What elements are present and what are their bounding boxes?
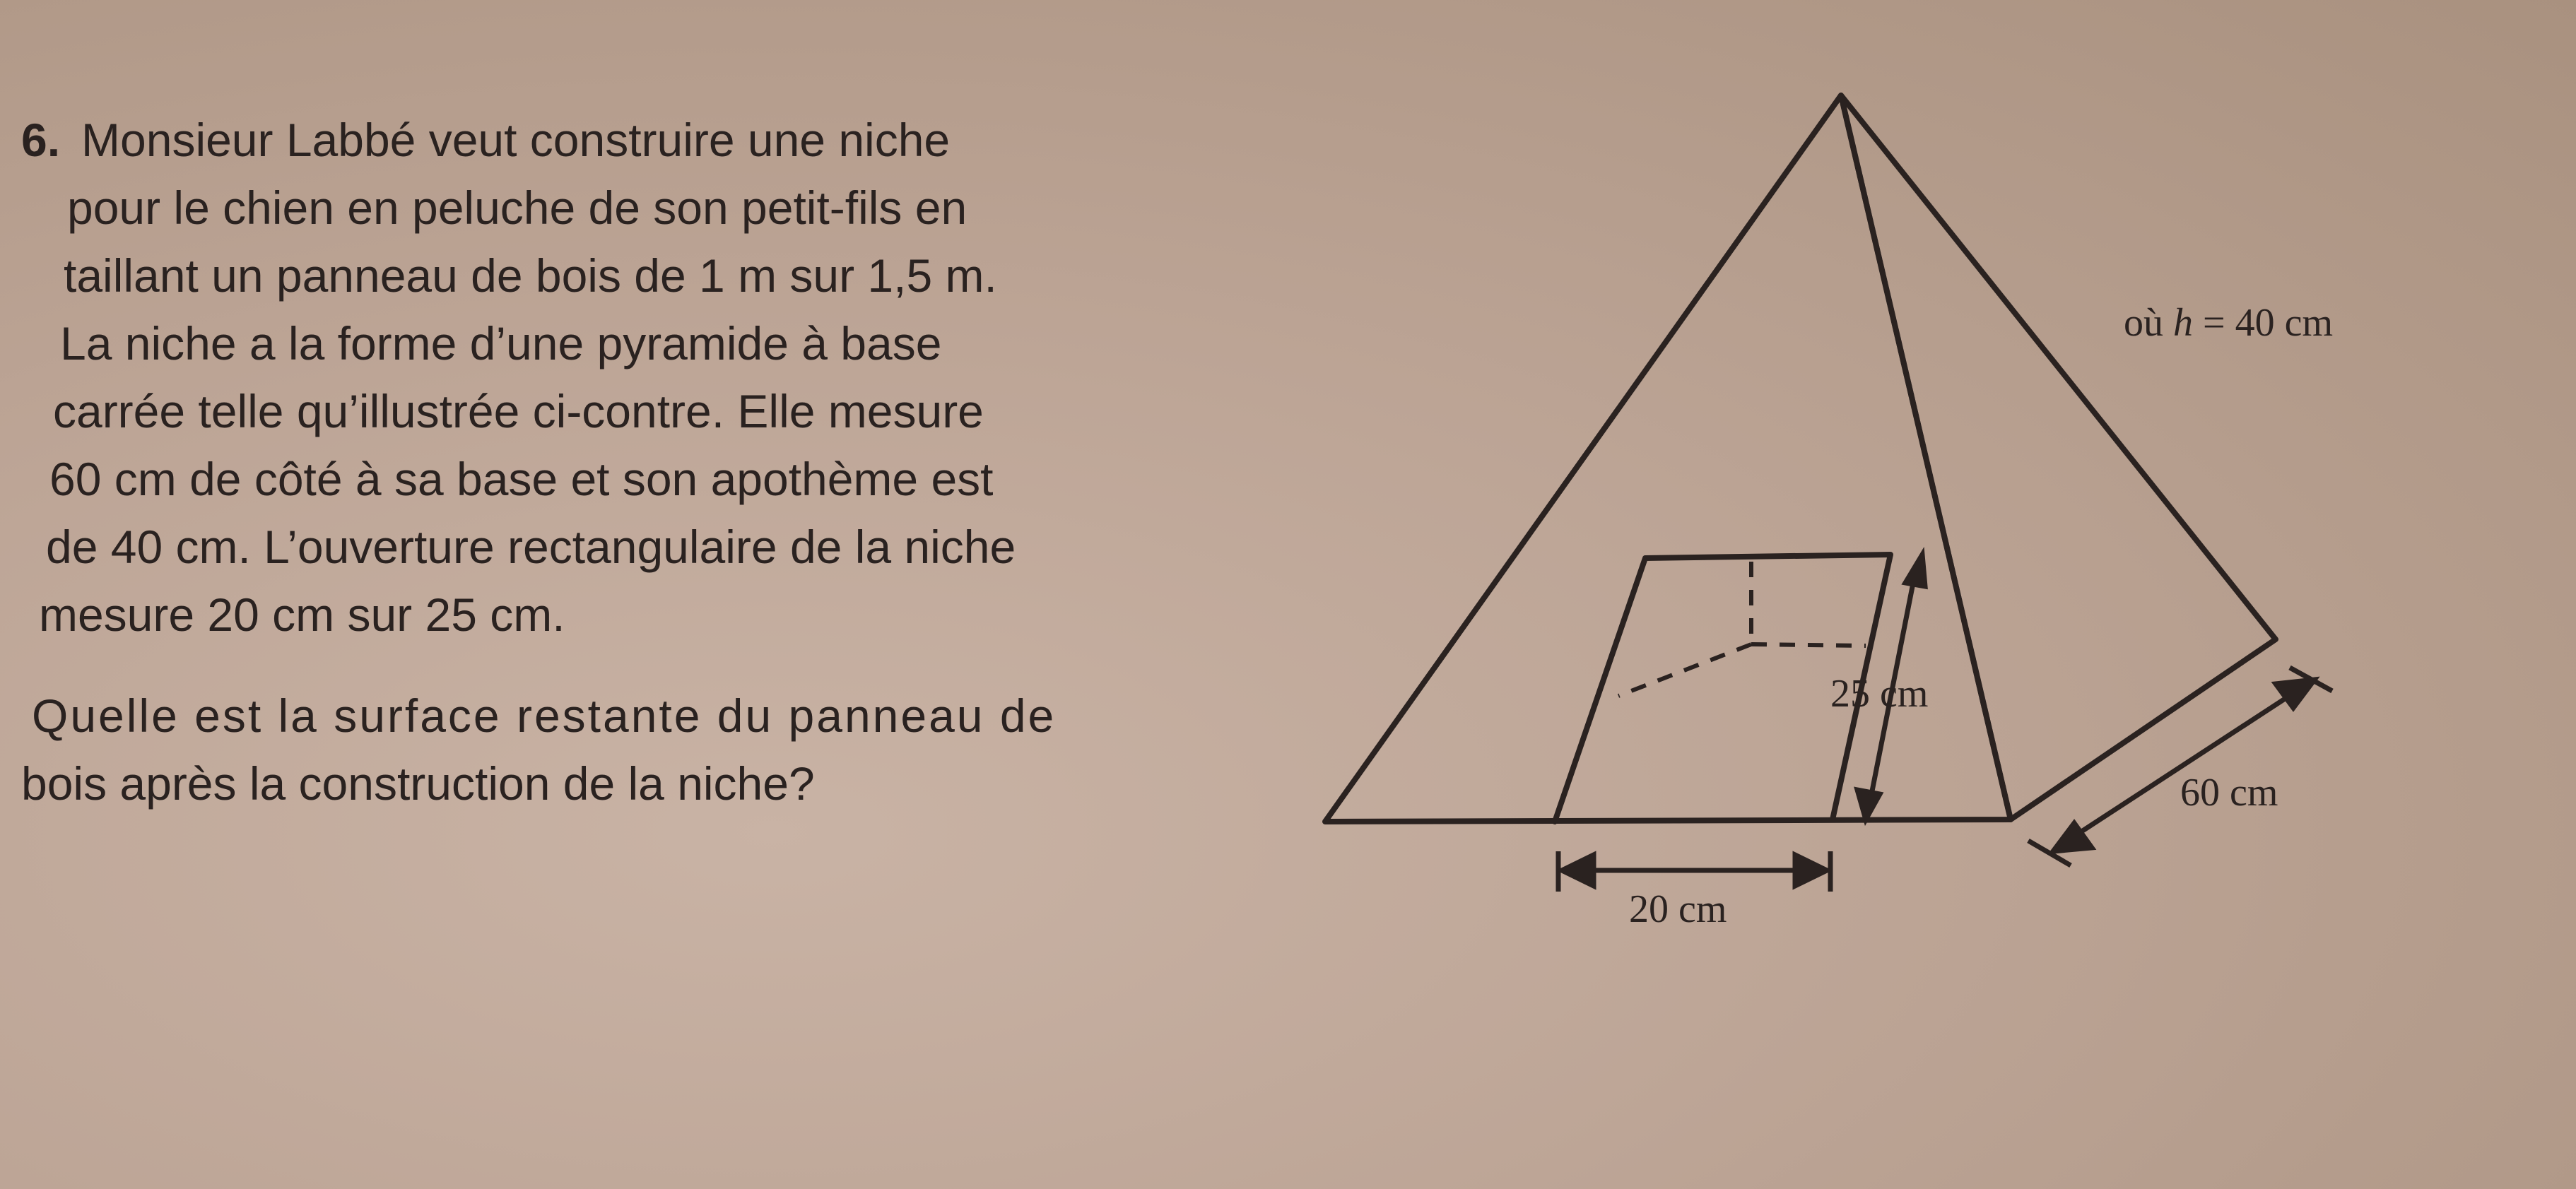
problem-line-4: La niche a la forme d’une pyramide à base <box>60 317 942 369</box>
problem-line-2: pour le chien en peluche de son petit-fils en <box>67 182 968 234</box>
question-line-1: Quelle est la surface restante du panneau de <box>32 690 1057 742</box>
opening-width-label: 20 cm <box>1629 887 1727 931</box>
problem-line-3: taillant un panneau de bois de 1 m sur 1,5 m. <box>64 249 997 302</box>
problem-line-6: 60 cm de côté à sa base et son apothème est <box>49 453 994 505</box>
hidden-edge-diagonal <box>1618 644 1751 696</box>
apothem-label: où h = 40 cm <box>2124 301 2333 345</box>
problem-line-8: mesure 20 cm sur 25 cm. <box>39 588 565 641</box>
problem-line-1: 6. Monsieur Labbé veut construire une niche <box>21 114 951 166</box>
hidden-edge-horizontal <box>1751 644 1866 646</box>
problem-line-7: de 40 cm. L’ouverture rectangulaire de la niche <box>46 521 1016 573</box>
opening-height-arrow-head-bottom <box>1857 790 1880 820</box>
opening-width-arrow-head-left <box>1562 855 1594 886</box>
problem-number: 6. <box>21 114 61 166</box>
opening-width-arrow-head-right <box>1795 855 1827 886</box>
opening-height-arrow-head-top <box>1905 555 1925 586</box>
opening-height-label: 25 cm <box>1830 672 1929 716</box>
base-side-label: 60 cm <box>2180 771 2278 815</box>
question-line-2: bois après la construction de la niche? <box>21 757 815 810</box>
problem-line-5: carrée telle qu’illustrée ci-contre. Elle mesure <box>53 385 984 437</box>
